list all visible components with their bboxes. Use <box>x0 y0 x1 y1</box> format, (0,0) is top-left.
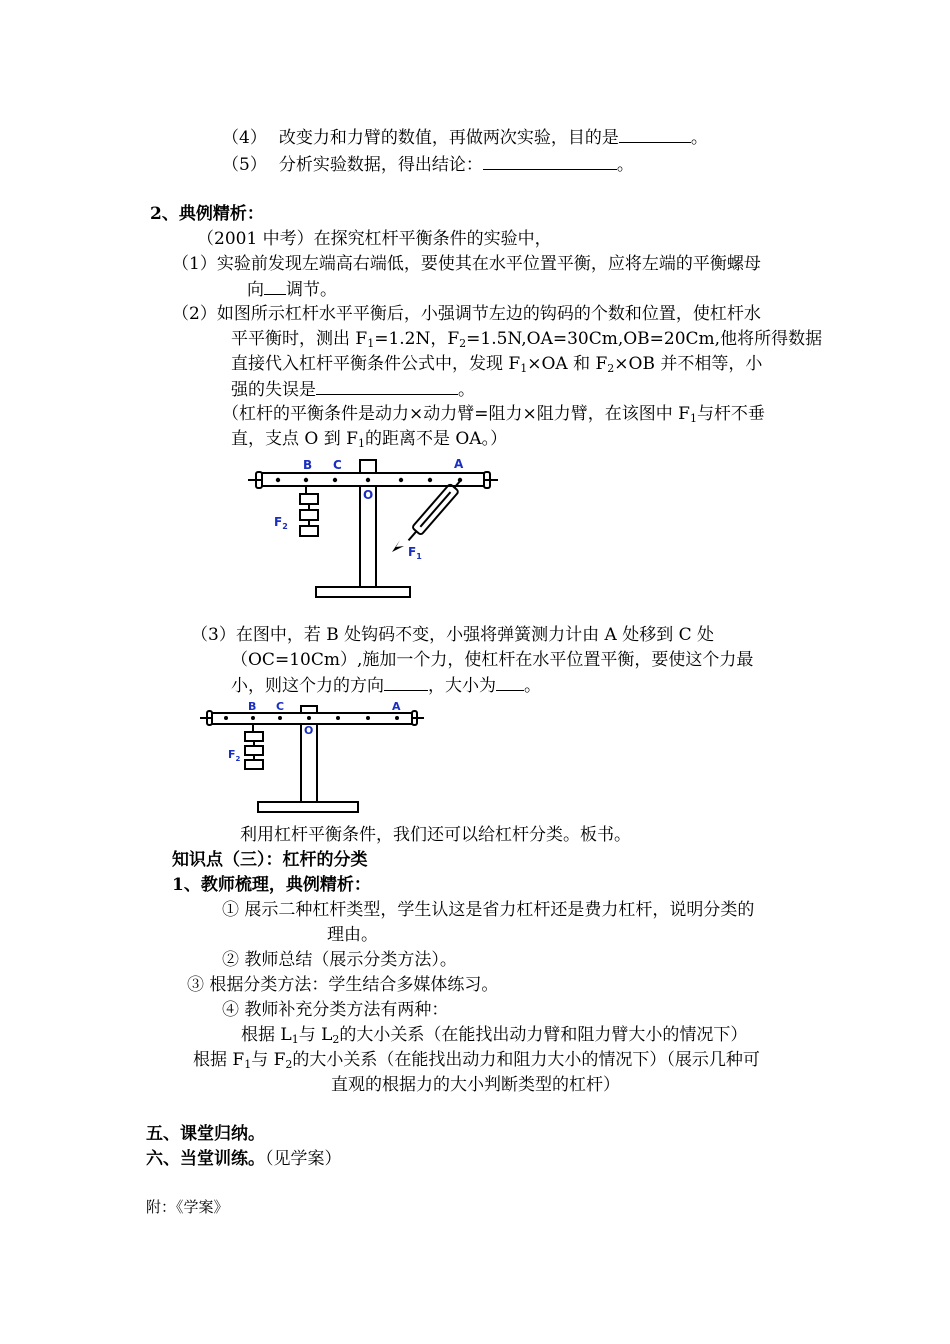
part-1-line-2 <box>247 278 337 301</box>
label-a: A <box>454 457 464 471</box>
base <box>258 802 358 812</box>
section-2-title: 2、典例精析： <box>150 204 264 224</box>
text: 的大小关系（在能找出动力和阻力大小的情况下）（展示几种可 <box>292 1050 760 1070</box>
q4-num: （4） <box>222 128 267 148</box>
text: 直，支点 O 到 F <box>231 429 358 449</box>
blank[interactable] <box>483 153 617 170</box>
text: 调节。 <box>286 280 337 300</box>
classification-intro: 利用杠杆平衡条件，我们还可以给杠杆分类。板书。 <box>240 825 631 845</box>
text: 强的失误是 <box>231 380 316 400</box>
text: 。 <box>458 380 475 400</box>
blank[interactable] <box>496 674 524 691</box>
question-5 <box>222 153 634 176</box>
subscript: 2 <box>285 1058 293 1071</box>
text: 直接代入杠杆平衡条件公式中，发现 F <box>231 354 521 374</box>
appendix: 附：《学案》 <box>146 1198 229 1216</box>
weight <box>245 732 263 741</box>
q4-end: 。 <box>690 128 708 148</box>
text: ×OA 和 F <box>527 354 608 374</box>
label-c: C <box>276 700 285 713</box>
method-2-line-2: 直观的根据力的大小判断类型的杠杆） <box>331 1075 620 1095</box>
weight <box>300 510 318 520</box>
part-2-line-2 <box>231 328 822 350</box>
answer-line-1 <box>222 403 765 425</box>
part-2-line-3 <box>231 353 762 375</box>
weight <box>300 494 318 504</box>
text: 的距离不是 OA。） <box>364 429 508 449</box>
teacher-section-title: 1、教师梳理，典例精析： <box>172 875 371 895</box>
label-b: B <box>248 700 257 713</box>
text: 平平衡时，测出 F <box>231 329 368 349</box>
text: 的大小关系（在能找出动力臂和阻力臂大小的情况下） <box>339 1025 748 1045</box>
text: =1.2N，F <box>374 329 460 349</box>
text: ×OB 并不相等，小 <box>614 354 763 374</box>
subscript: 1 <box>357 437 365 450</box>
label-f2: $F_2$ <box>274 515 288 531</box>
weight <box>300 526 318 536</box>
section-6-note: （见学案） <box>265 1149 342 1169</box>
part-3-line-1: （3）在图中，若 B 处钩码不变，小强将弹簧测力计由 A 处移到 C 处 <box>191 625 715 645</box>
text: 与杆不垂 <box>696 404 765 424</box>
label-o: O <box>363 488 374 502</box>
example-intro: （2001 中考）在探究杠杆平衡条件的实验中， <box>197 229 552 249</box>
text: =1.5N,OA=30Cm,OB=20Cm,他将所得数据 <box>466 329 823 349</box>
weight <box>245 746 263 755</box>
text: 与 F <box>251 1050 286 1070</box>
q5-end: 。 <box>616 155 634 175</box>
text: 向 <box>247 280 264 300</box>
blank[interactable] <box>619 126 691 143</box>
text: 根据 L <box>241 1025 292 1045</box>
part-1-line-1: （1）实验前发现左端高右端低，要使其在水平位置平衡，应将左端的平衡螺母 <box>172 254 761 274</box>
blank[interactable] <box>316 378 458 395</box>
item-4: ④ 教师补充分类方法有两种： <box>222 1000 449 1020</box>
weight <box>245 760 263 769</box>
text: 。 <box>524 676 541 696</box>
method-2-line-1 <box>193 1049 760 1071</box>
base <box>316 587 410 597</box>
subscript: 1 <box>367 337 375 350</box>
lever-bar <box>212 713 412 724</box>
text: 与 L <box>298 1025 333 1045</box>
text: 小，则这个力的方向 <box>231 676 384 696</box>
text: （杠杆的平衡条件是动力×动力臂=阻力×阻力臂，在该图中 F <box>222 404 690 424</box>
text: ，大小为 <box>428 676 496 696</box>
arrow-head <box>392 540 404 552</box>
part-2-line-1: （2）如图所示杠杆水平平衡后，小强调节左边的钩码的个数和位置，使杠杆水 <box>172 304 761 324</box>
lever-figure-2 <box>198 700 428 818</box>
lever-figure-1 <box>244 452 504 602</box>
item-1-line-1: ① 展示二种杠杆类型，学生认这是省力杠杆还是费力杠杆，说明分类的 <box>222 900 755 920</box>
subscript: 2 <box>332 1033 340 1046</box>
part-3-line-3 <box>231 674 541 697</box>
q5-num: （5） <box>222 155 267 175</box>
section-5-title: 五、课堂归纳。 <box>146 1124 265 1144</box>
knowledge-point-3-title: 知识点（三）：杠杆的分类 <box>172 850 368 870</box>
label-a: A <box>392 700 401 713</box>
item-1-line-2: 理由。 <box>327 925 378 945</box>
part-3-line-2: （OC=10Cm）,施加一个力，使杠杆在水平位置平衡，要使这个力最 <box>231 650 754 670</box>
subscript: 1 <box>244 1058 252 1071</box>
subscript: 1 <box>689 412 697 425</box>
section-6-title: 六、当堂训练。 <box>146 1149 265 1169</box>
q4-text: 改变力和力臂的数值，再做两次实验，目的是 <box>278 128 619 148</box>
subscript: 1 <box>291 1033 299 1046</box>
item-3: ③ 根据分类方法：学生结合多媒体练习。 <box>187 975 499 995</box>
question-4 <box>222 126 708 149</box>
answer-line-2 <box>231 428 507 450</box>
label-c: C <box>333 458 342 472</box>
text: 根据 F <box>193 1050 245 1070</box>
label-o: O <box>304 724 314 737</box>
item-2: ② 教师总结（展示分类方法）。 <box>222 950 457 970</box>
label-f2: $F_2$ <box>228 748 241 763</box>
blank[interactable] <box>384 674 428 691</box>
q5-text: 分析实验数据，得出结论： <box>278 155 483 175</box>
label-b: B <box>303 458 313 472</box>
section-6 <box>146 1148 342 1170</box>
subscript: 2 <box>459 337 467 350</box>
part-2-line-4 <box>231 378 475 401</box>
label-f1: $F_1$ <box>408 545 422 561</box>
subscript: 1 <box>520 362 528 375</box>
blank[interactable] <box>264 278 286 295</box>
subscript: 2 <box>607 362 615 375</box>
method-1 <box>241 1024 747 1046</box>
